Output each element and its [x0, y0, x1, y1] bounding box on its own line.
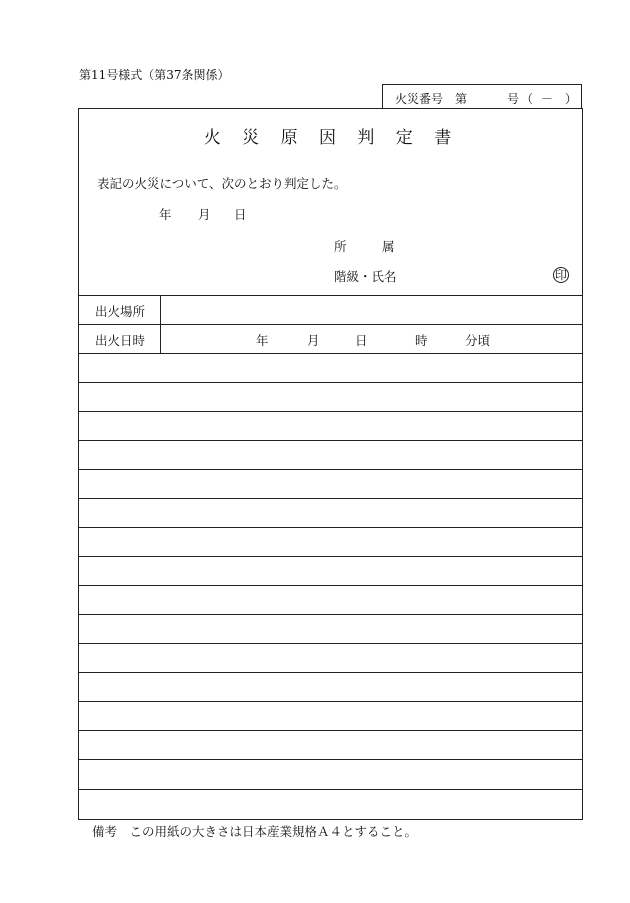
entry-line	[79, 614, 582, 615]
divider	[79, 295, 582, 296]
entry-line	[79, 498, 582, 499]
entry-line	[79, 701, 582, 702]
entry-line	[79, 643, 582, 644]
entry-line	[79, 382, 582, 383]
entry-line	[79, 411, 582, 412]
fire-number-dai: 第	[455, 92, 468, 106]
date-year: 年	[159, 207, 172, 222]
datetime-minute: 分頃	[465, 333, 491, 348]
datetime-hour: 時	[415, 333, 428, 348]
judgement-statement: 表記の火災について、次のとおり判定した。	[97, 176, 347, 191]
datetime-month: 月	[307, 333, 320, 348]
fire-number-dash: －	[541, 92, 554, 106]
entry-line	[79, 469, 582, 470]
rank-name-label: 階級・氏名	[334, 269, 397, 284]
date-day: 日	[234, 207, 247, 222]
entry-line	[79, 730, 582, 731]
affiliation-zoku: 属	[382, 239, 395, 254]
entry-line	[79, 556, 582, 557]
fire-place-label: 出火場所	[95, 304, 146, 319]
fire-number-paren-close: ）	[565, 92, 578, 106]
remarks-note: 備考 この用紙の大きさは日本産業規格Ａ４とすること。	[92, 824, 418, 839]
entry-line	[79, 527, 582, 528]
date-month: 月	[198, 207, 211, 222]
affiliation-sho: 所	[334, 239, 347, 254]
fire-number-paren-open: （	[521, 92, 534, 106]
entry-line	[79, 672, 582, 673]
entry-line	[79, 585, 582, 586]
datetime-year: 年	[256, 333, 269, 348]
datetime-day: 日	[355, 333, 368, 348]
form-id: 第11号様式（第37条関係）	[79, 68, 230, 82]
divider	[79, 324, 582, 325]
form-body	[78, 108, 583, 820]
fire-number-go: 号	[507, 92, 520, 106]
seal-mark: 印	[554, 268, 567, 282]
entry-line	[79, 440, 582, 441]
fire-datetime-label: 出火日時	[95, 333, 146, 348]
form-title: 火 災 原 因 判 定 書	[203, 128, 460, 148]
divider	[79, 353, 582, 354]
fire-number-label: 火災番号	[395, 92, 444, 106]
fire-number-box	[382, 84, 582, 108]
entry-line	[79, 789, 582, 790]
entry-line	[79, 759, 582, 760]
